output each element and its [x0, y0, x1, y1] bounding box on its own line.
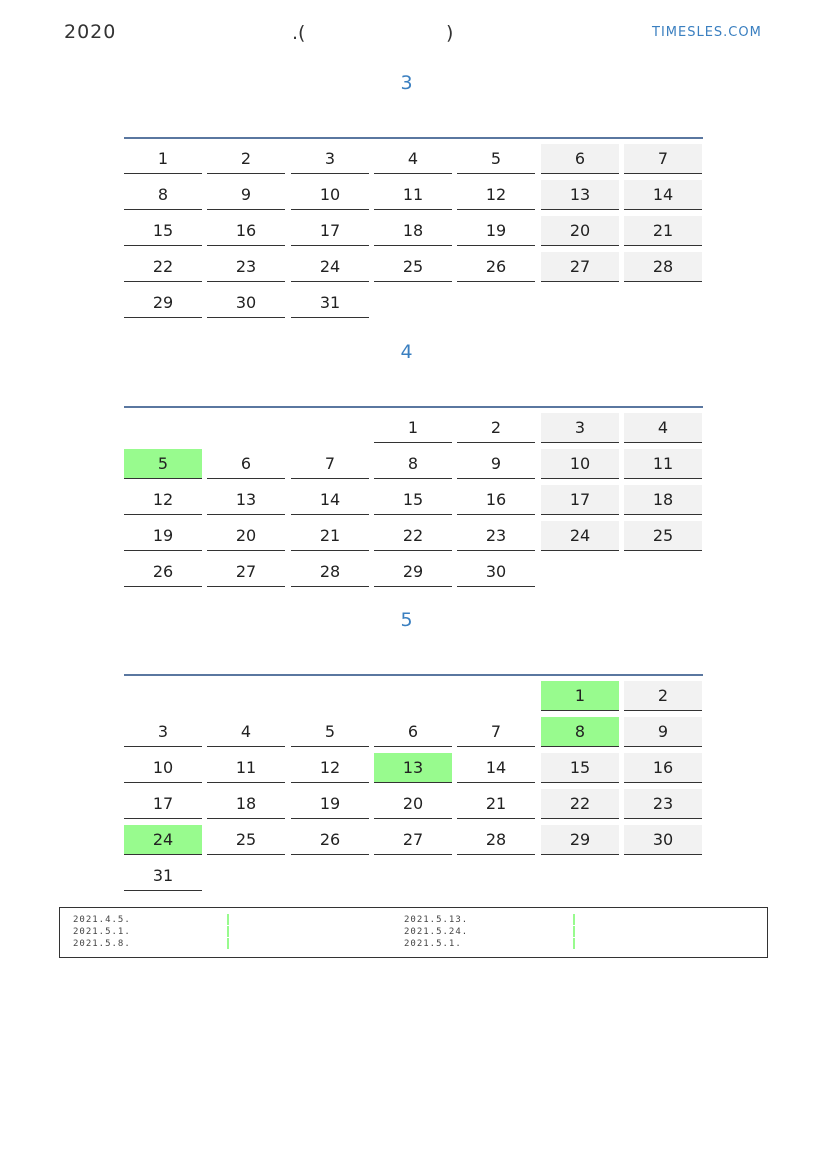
day-cell: 3: [124, 717, 202, 747]
day-cell: 5: [457, 144, 535, 174]
day-cell: 18: [207, 789, 285, 819]
day-cell: 24: [124, 825, 202, 855]
legend-item: 2021.5.24.: [404, 927, 469, 937]
day-cell: 12: [291, 753, 369, 783]
day-cell: 3: [541, 413, 619, 443]
day-cell: 22: [124, 252, 202, 282]
legend-marker: [227, 914, 229, 925]
header-title-close: ): [446, 22, 454, 44]
day-cell: 19: [124, 521, 202, 551]
day-cell: 14: [291, 485, 369, 515]
day-cell: 31: [291, 288, 369, 318]
day-cell: 10: [291, 180, 369, 210]
day-cell: 27: [207, 557, 285, 587]
day-cell: 24: [541, 521, 619, 551]
day-cell: 22: [374, 521, 452, 551]
day-cell: 19: [457, 216, 535, 246]
day-cell: 18: [374, 216, 452, 246]
day-cell: 21: [291, 521, 369, 551]
day-cell: 15: [541, 753, 619, 783]
day-cell: 30: [207, 288, 285, 318]
day-cell: 9: [624, 717, 702, 747]
day-cell: 26: [457, 252, 535, 282]
legend-item: 2021.4.5.: [73, 915, 131, 925]
day-cell: 14: [457, 753, 535, 783]
day-cell: 22: [541, 789, 619, 819]
day-cell: 23: [624, 789, 702, 819]
day-cell: 1: [541, 681, 619, 711]
legend-item: 2021.5.1.: [404, 939, 462, 949]
day-cell: 18: [624, 485, 702, 515]
legend-box: [59, 907, 768, 958]
day-cell: 8: [541, 717, 619, 747]
day-cell: 29: [541, 825, 619, 855]
day-cell: 27: [541, 252, 619, 282]
day-cell: 17: [541, 485, 619, 515]
day-cell: 16: [624, 753, 702, 783]
day-cell: 11: [624, 449, 702, 479]
day-cell: 1: [124, 144, 202, 174]
day-cell: 29: [374, 557, 452, 587]
day-cell: 1: [374, 413, 452, 443]
day-cell: 20: [374, 789, 452, 819]
legend-item: 2021.5.1.: [73, 927, 131, 937]
day-cell: 12: [457, 180, 535, 210]
day-cell: 28: [624, 252, 702, 282]
day-cell: 8: [124, 180, 202, 210]
day-cell: 15: [374, 485, 452, 515]
legend-marker: [573, 914, 575, 925]
month-title: 5: [400, 609, 413, 631]
day-cell: 25: [624, 521, 702, 551]
day-cell: 15: [124, 216, 202, 246]
day-cell: 26: [291, 825, 369, 855]
day-cell: 5: [124, 449, 202, 479]
month-divider: [124, 674, 703, 676]
legend-marker: [227, 938, 229, 949]
day-cell: 2: [457, 413, 535, 443]
day-cell: 24: [291, 252, 369, 282]
day-cell: 7: [624, 144, 702, 174]
day-cell: 16: [207, 216, 285, 246]
day-cell: 13: [541, 180, 619, 210]
day-cell: 20: [541, 216, 619, 246]
day-cell: 25: [207, 825, 285, 855]
day-cell: 29: [124, 288, 202, 318]
site-link[interactable]: TIMESLES.COM: [652, 25, 762, 40]
day-cell: 9: [207, 180, 285, 210]
day-cell: 6: [541, 144, 619, 174]
day-cell: 17: [124, 789, 202, 819]
day-cell: 3: [291, 144, 369, 174]
legend-marker: [227, 926, 229, 937]
day-cell: 14: [624, 180, 702, 210]
day-cell: 9: [457, 449, 535, 479]
legend-marker: [573, 926, 575, 937]
day-cell: 10: [541, 449, 619, 479]
legend-item: 2021.5.13.: [404, 915, 469, 925]
header-year: 2020: [64, 21, 117, 43]
day-cell: 31: [124, 861, 202, 891]
day-cell: 19: [291, 789, 369, 819]
month-title: 4: [400, 341, 413, 363]
legend-item: 2021.5.8.: [73, 939, 131, 949]
day-cell: 27: [374, 825, 452, 855]
day-cell: 2: [624, 681, 702, 711]
day-cell: 13: [374, 753, 452, 783]
month-title: 3: [400, 72, 413, 94]
day-cell: 5: [291, 717, 369, 747]
day-cell: 23: [207, 252, 285, 282]
day-cell: 28: [291, 557, 369, 587]
day-cell: 6: [207, 449, 285, 479]
day-cell: 7: [457, 717, 535, 747]
day-cell: 4: [374, 144, 452, 174]
day-cell: 16: [457, 485, 535, 515]
day-cell: 4: [207, 717, 285, 747]
day-cell: 11: [207, 753, 285, 783]
day-cell: 25: [374, 252, 452, 282]
day-cell: 21: [624, 216, 702, 246]
day-cell: 23: [457, 521, 535, 551]
header-title-open: .(: [292, 22, 306, 44]
day-cell: 11: [374, 180, 452, 210]
day-cell: 17: [291, 216, 369, 246]
day-cell: 7: [291, 449, 369, 479]
day-cell: 21: [457, 789, 535, 819]
day-cell: 10: [124, 753, 202, 783]
day-cell: 20: [207, 521, 285, 551]
month-divider: [124, 137, 703, 139]
month-divider: [124, 406, 703, 408]
day-cell: 13: [207, 485, 285, 515]
day-cell: 12: [124, 485, 202, 515]
day-cell: 26: [124, 557, 202, 587]
day-cell: 28: [457, 825, 535, 855]
day-cell: 4: [624, 413, 702, 443]
day-cell: 8: [374, 449, 452, 479]
day-cell: 30: [624, 825, 702, 855]
day-cell: 6: [374, 717, 452, 747]
legend-marker: [573, 938, 575, 949]
day-cell: 30: [457, 557, 535, 587]
day-cell: 2: [207, 144, 285, 174]
